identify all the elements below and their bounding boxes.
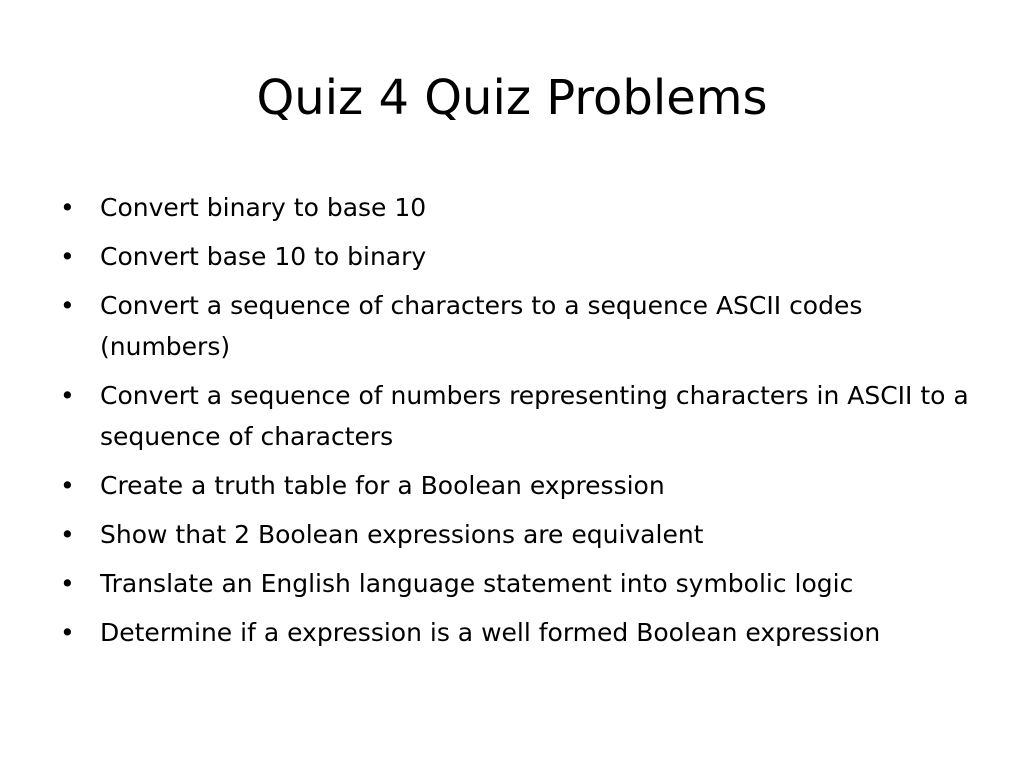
list-item xyxy=(58,285,978,367)
bullet-text: Convert base 10 to binary xyxy=(100,242,427,271)
list-item xyxy=(58,375,978,457)
bullet-icon: • xyxy=(60,471,75,500)
bullet-text: Translate an English language statement into symbolic logic xyxy=(100,569,854,598)
bullet-text: Show that 2 Boolean expressions are equivalent xyxy=(100,520,704,549)
list-item xyxy=(58,612,978,653)
bullet-icon: • xyxy=(60,618,75,647)
list-item xyxy=(58,514,978,555)
bullet-icon: • xyxy=(60,520,75,549)
list-item xyxy=(58,236,978,277)
bullet-text: Convert a sequence of numbers representing characters in ASCII to a sequence of characters xyxy=(100,381,969,451)
bullet-list xyxy=(58,187,978,661)
bullet-text: Determine if a expression is a well formed Boolean expression xyxy=(100,618,881,647)
slide-title: Quiz 4 Quiz Problems xyxy=(256,70,768,126)
bullet-icon: • xyxy=(60,291,75,320)
bullet-text: Convert binary to base 10 xyxy=(100,193,427,222)
list-item xyxy=(58,187,978,228)
list-item xyxy=(58,465,978,506)
bullet-text: Convert a sequence of characters to a sequence ASCII codes (numbers) xyxy=(100,291,863,361)
bullet-icon: • xyxy=(60,381,75,410)
bullet-icon: • xyxy=(60,193,75,222)
bullet-icon: • xyxy=(60,242,75,271)
bullet-text: Create a truth table for a Boolean expression xyxy=(100,471,665,500)
bullet-icon: • xyxy=(60,569,75,598)
list-item xyxy=(58,563,978,604)
